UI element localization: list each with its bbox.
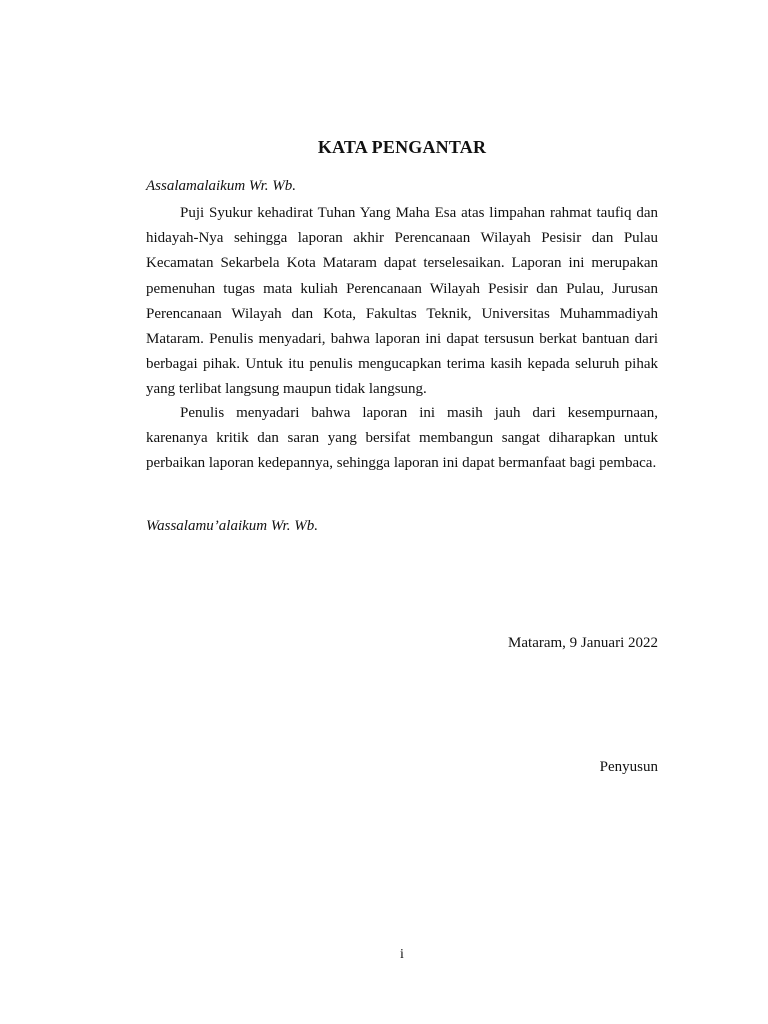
paragraph-1-text: Puji Syukur kehadirat Tuhan Yang Maha Esa atas limpahan rahmat taufiq dan hidayah-Nya sehingga laporan akhir Perencanaan Wilayah Pesisir dan Pulau Kecamatan Sekarbela Kota Mataram dapat terselesaikan. Laporan ini merupakan pemenuhan tugas mata kuliah Perencanaan Wilayah Pesisir dan Pulau, Jurusan Perencanaan Wilayah dan Kota, Fakultas Teknik, Universitas Muhammadiyah Mataram. Penulis menyadari, bahwa laporan ini dapat tersusun berkat bantuan dari berbagai pihak. Untuk itu penulis mengucapkan terima kasih kepada seluruh pihak yang terlibat langsung maupun tidak langsung. [146, 205, 658, 398]
paragraph-2 [146, 401, 658, 477]
page-title: KATA PENGANTAR [317, 137, 487, 157]
paragraph-1 [146, 201, 658, 403]
page-number: i [400, 947, 404, 962]
closing-text: Wassalamu’alaikum Wr. Wb. [146, 518, 318, 534]
place-date: Mataram, 9 Januari 2022 [508, 635, 658, 651]
paragraph-2-text: Penulis menyadari bahwa laporan ini masih jauh dari kesempurnaan, karenanya kritik dan saran yang bersifat membangun sangat diharapkan untuk perbaikan laporan kedepannya, sehingga laporan ini dapat bermanfaat bagi pembaca. [146, 405, 658, 472]
author-signature: Penyusun [599, 759, 658, 775]
greeting-text: Assalamalaikum Wr. Wb. [146, 178, 296, 194]
